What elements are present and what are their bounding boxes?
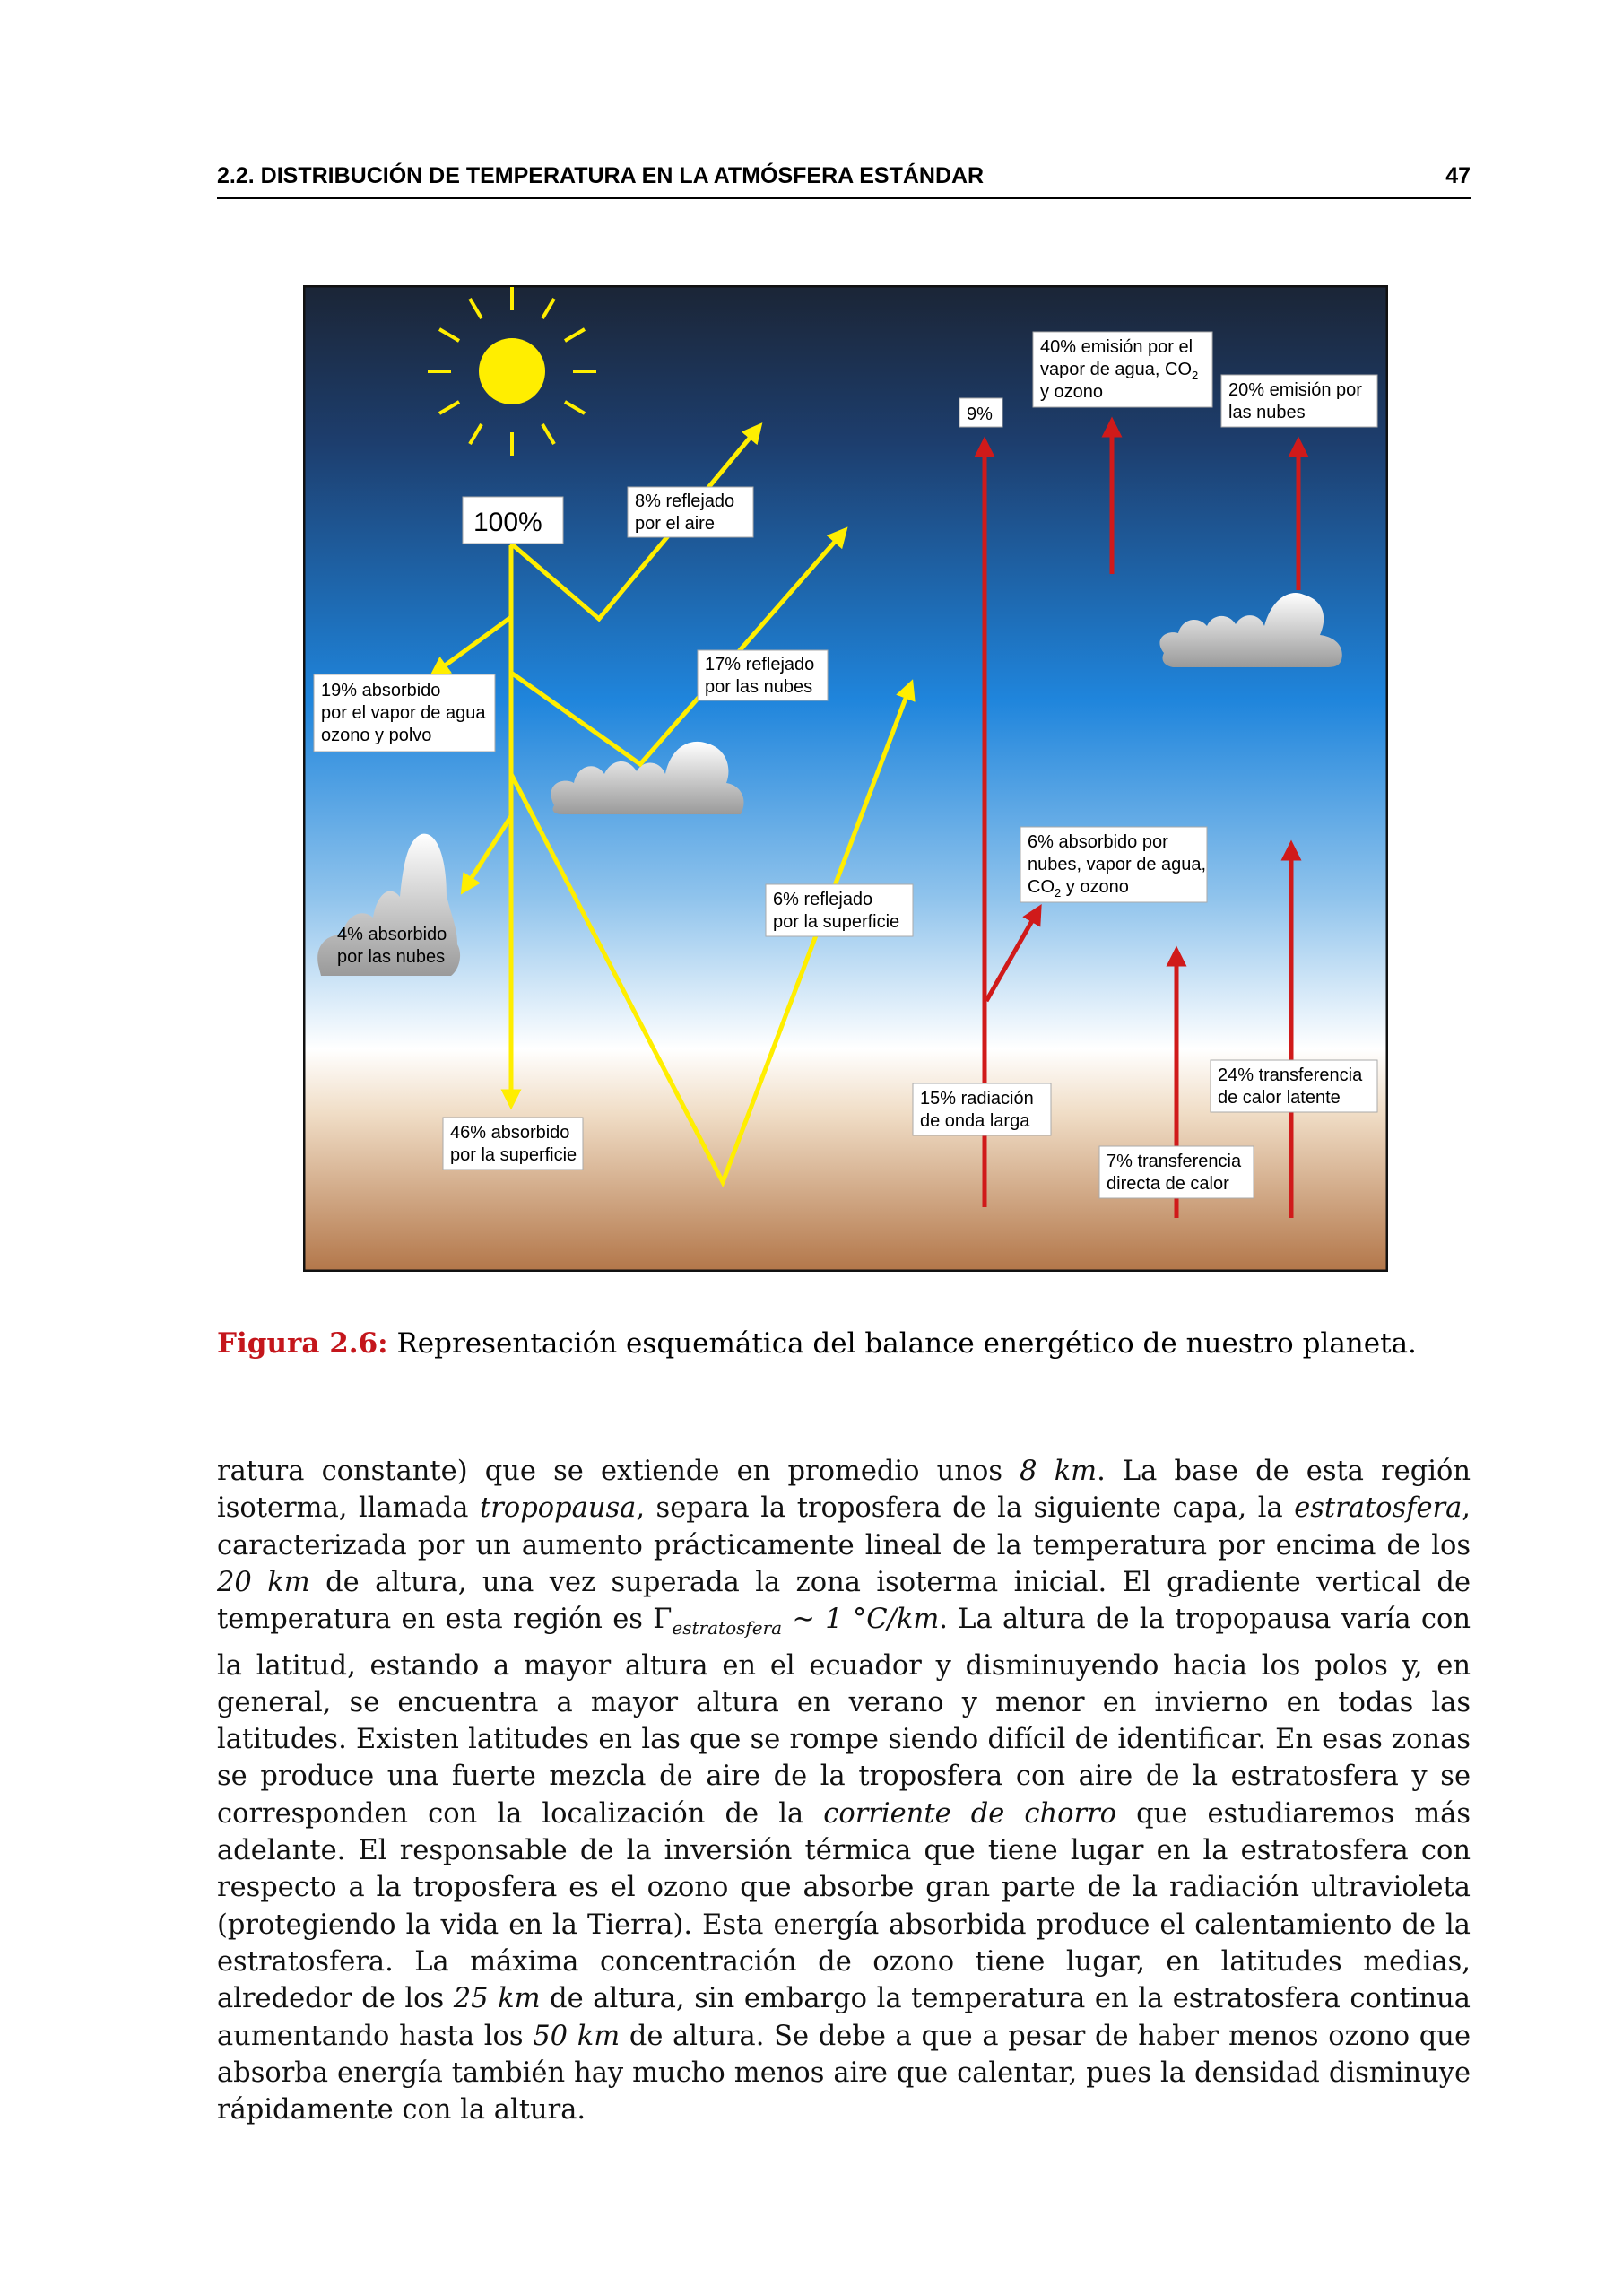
label-latent-heat-line2: de calor latente: [1218, 1088, 1341, 1108]
label-vapor-emission-line2: [1040, 360, 1198, 382]
energy-balance-figure: [303, 285, 1388, 1272]
figure-caption: [217, 1327, 1471, 1360]
label-cloud-emission: [1221, 375, 1377, 427]
label-cloud-absorb-line2: por las nubes: [337, 947, 446, 967]
label-longwave-line2: de onda larga: [920, 1111, 1030, 1131]
label-air-reflect: [628, 487, 753, 537]
text-run: de altura, una vez superada la zona isoterma inicial. El gradiente vertical de temperatura en esta región es: [217, 1566, 1471, 1636]
page-number: 47: [1445, 163, 1471, 188]
label-cloud-reflect-line2: por las nubes: [705, 677, 813, 697]
label-vapor-absorb: [314, 674, 495, 752]
label-longwave-absorb-line1: 6% absorbido por: [1028, 832, 1168, 852]
label-longwave-absorb-co2-sub: 2: [1055, 886, 1062, 900]
label-vapor-absorb-line1: 19% absorbido: [321, 681, 441, 700]
math-8km: 8 km: [1020, 1456, 1098, 1487]
label-longwave-line1: 15% radiación: [920, 1089, 1034, 1109]
label-escape: [959, 398, 1002, 427]
text-run: . La altura de la tropopausa varía con la latitud, estando a mayor altura en el ecuador y disminuyendo hacia los polos y, en general, se encuentra a mayor altura en verano y menor en invierno en todas las latitudes. Existen latitudes en las que se rompe siendo difícil de identificar. En esas zonas se produce una fuerte mezcla de aire de la troposfera con aire de la estratosfera y se corresponden con la localización de la: [217, 1604, 1471, 1830]
label-cloud-emission-line2: las nubes: [1228, 403, 1306, 422]
label-direct-heat-line2: directa de calor: [1107, 1174, 1229, 1194]
label-direct-heat-line1: 7% transferencia: [1107, 1152, 1242, 1171]
label-latent-heat-line1: 24% transferencia: [1218, 1065, 1363, 1085]
section-title: 2.2. DISTRIBUCIÓN DE TEMPERATURA EN LA ATMÓSFERA ESTÁNDAR: [217, 163, 985, 188]
label-longwave-absorb-ozone: y ozono: [1061, 877, 1129, 897]
label-longwave-absorb-line2: nubes, vapor de agua,: [1028, 855, 1207, 874]
math-gamma-sub: estratosfera: [672, 1617, 783, 1639]
label-air-reflect-line1: 8% reflejado: [635, 491, 735, 511]
label-vapor-absorb-line3: ozono y polvo: [321, 726, 432, 745]
label-vapor-emission: [1033, 332, 1212, 407]
term-tropopausa: tropopausa: [480, 1492, 637, 1525]
label-longwave-absorb-line3: [1028, 877, 1129, 900]
label-longwave-absorb-co2: CO: [1028, 877, 1055, 897]
label-cloud-absorb-line1: 4% absorbido: [337, 925, 447, 944]
text-run: , separa la troposfera de la siguiente capa, la: [636, 1492, 1295, 1525]
math-gamma: Γ: [653, 1604, 673, 1636]
label-vapor-emission-line1: 40% emisión por el: [1040, 337, 1193, 357]
paragraph: [217, 1453, 1471, 2128]
text-run: de altura. Se debe a que a pesar de haber menos ozono que absorba energía también hay mucho menos aire que calentar, pues la densidad disminuye rápidamente con la altura.: [217, 2020, 1471, 2126]
label-direct-heat: [1099, 1146, 1254, 1198]
math-gradient: ∼ 1 °C/km: [782, 1604, 940, 1636]
text-run: de altura, sin embargo la temperatura en la estratosfera continua aumentando hasta los: [217, 1983, 1471, 2052]
label-latent-heat: [1211, 1060, 1377, 1112]
label-air-reflect-line2: por el aire: [635, 514, 715, 534]
text-run: ratura constante) que se extiende en promedio unos: [217, 1456, 1020, 1487]
math-20km: 20 km: [217, 1566, 310, 1598]
label-surface-reflect-line1: 6% reflejado: [773, 890, 873, 909]
label-longwave: [913, 1083, 1051, 1135]
label-escape-text: 9%: [967, 404, 993, 424]
text-run: que estudiaremos más adelante. El responsable de la inversión térmica que tiene lugar en la estratosfera con respecto a la troposfera es el ozono que absorbe gran parte de la radiación ultravioleta (protegiendo la vida en la Tierra). Esta energía absorbida produce el calentamiento de la estratosfera. La máxima concentración de ozono tiene lugar, en latitudes medias, alrededor de los: [217, 1797, 1471, 2015]
label-cloud-reflect-line1: 17% reflejado: [705, 655, 815, 674]
label-surface-reflect-line2: por la superficie: [773, 912, 900, 932]
math-25km: 25 km: [453, 1983, 541, 2015]
label-total-text: 100%: [473, 508, 542, 537]
label-longwave-absorb: [1020, 827, 1207, 902]
label-surface-reflect: [766, 884, 913, 936]
label-vapor-emission-line2-main: vapor de agua, CO: [1040, 360, 1192, 379]
term-estratosfera: estratosfera: [1294, 1492, 1462, 1525]
label-vapor-emission-co2-sub: 2: [1192, 369, 1199, 382]
text-run: , caracterizada por un aumento prácticamente lineal de la temperatura por encima de los: [217, 1492, 1471, 1561]
label-cloud-emission-line1: 20% emisión por: [1228, 380, 1362, 400]
label-total: [463, 497, 563, 544]
energy-balance-diagram: [303, 285, 1388, 1272]
label-vapor-absorb-line2: por el vapor de agua: [321, 703, 486, 723]
label-surface-absorb-line1: 46% absorbido: [450, 1123, 570, 1143]
math-50km: 50 km: [533, 2020, 621, 2052]
running-head: [217, 160, 1471, 199]
label-cloud-reflect: [698, 650, 828, 700]
caption-label: Figura 2.6:: [217, 1327, 388, 1360]
text-run: . La base de esta región isoterma, llamada: [217, 1456, 1471, 1525]
label-surface-absorb-line2: por la superficie: [450, 1145, 577, 1165]
caption-text: Representación esquemática del balance energético de nuestro planeta.: [387, 1327, 1417, 1360]
term-corriente-de-chorro: corriente de chorro: [823, 1797, 1117, 1830]
label-surface-absorb: [443, 1118, 583, 1170]
label-vapor-emission-line3: y ozono: [1040, 382, 1104, 402]
body-paragraph: [217, 1453, 1471, 2128]
